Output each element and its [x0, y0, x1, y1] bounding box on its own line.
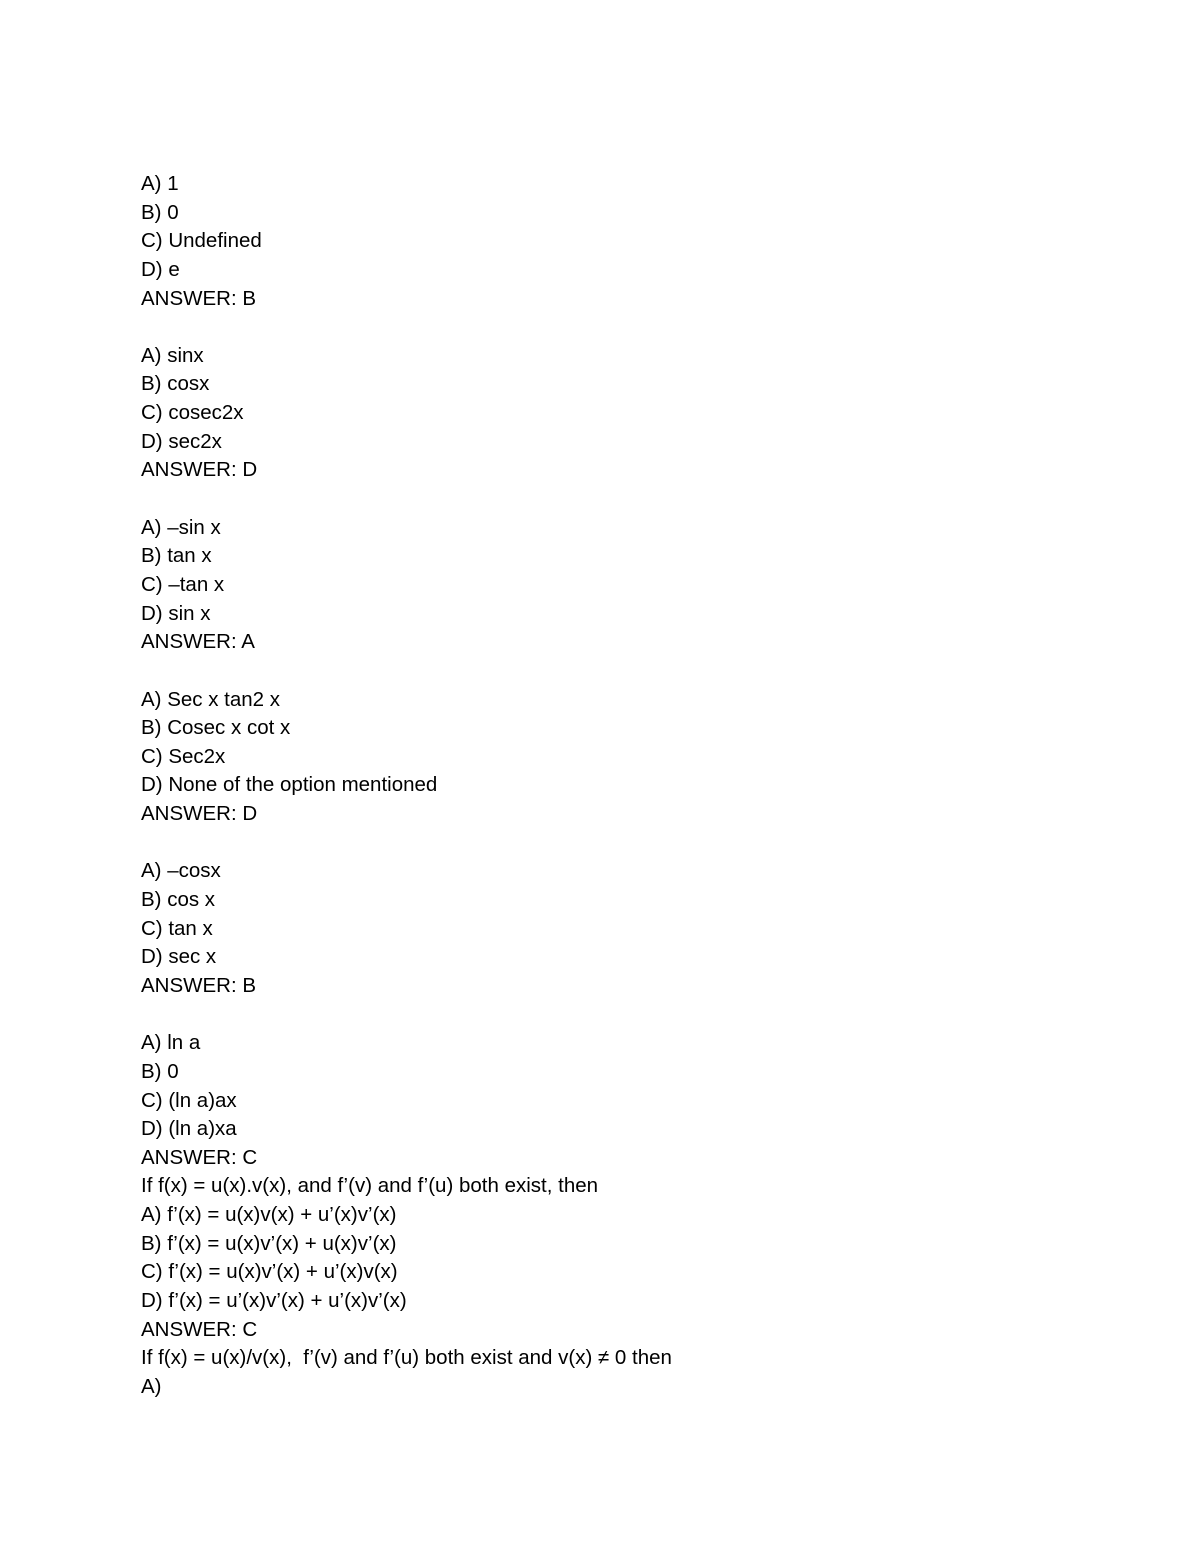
answer-line: ANSWER: D — [141, 458, 258, 482]
question-block — [141, 686, 1121, 829]
blank-line — [141, 1001, 1121, 1030]
option-d: D) sin x — [141, 601, 211, 625]
option-c: C) tan x — [141, 916, 213, 940]
option-b: B) f’(x) = u(x)v’(x) + u(x)v’(x) — [141, 1231, 397, 1255]
question-block — [141, 342, 1121, 485]
question-block — [141, 857, 1121, 1000]
option-b: B) cos x — [141, 888, 216, 912]
option-a: A) –sin x — [141, 515, 221, 539]
document-body — [141, 170, 1121, 1402]
option-b: B) tan x — [141, 544, 212, 568]
option-d: D) sec2x — [141, 429, 222, 453]
option-d: D) f’(x) = u’(x)v’(x) + u’(x)v’(x) — [141, 1288, 407, 1312]
option-a: A) — [141, 1374, 162, 1398]
option-a: A) ln a — [141, 1031, 201, 1055]
option-c: C) –tan x — [141, 572, 225, 596]
option-c: C) cosec2x — [141, 401, 244, 425]
option-d: D) (ln a)xa — [141, 1117, 237, 1141]
blank-line — [141, 313, 1121, 342]
question-block — [141, 514, 1121, 657]
option-c: C) f’(x) = u(x)v’(x) + u’(x)v(x) — [141, 1260, 398, 1284]
question-block — [141, 1172, 1121, 1344]
option-c: C) (ln a)ax — [141, 1088, 237, 1112]
option-b: B) cosx — [141, 372, 210, 396]
blank-line — [141, 829, 1121, 858]
option-c: C) Undefined — [141, 229, 262, 253]
option-d: D) None of the option mentioned — [141, 773, 438, 797]
option-d: D) e — [141, 257, 180, 281]
option-a: A) sinx — [141, 343, 204, 367]
option-d: D) sec x — [141, 945, 217, 969]
question-block — [141, 170, 1121, 313]
option-a: A) f’(x) = u(x)v(x) + u’(x)v’(x) — [141, 1203, 397, 1227]
option-c: C) Sec2x — [141, 744, 226, 768]
option-a: A) 1 — [141, 172, 179, 195]
answer-line: ANSWER: B — [141, 973, 257, 997]
question-block — [141, 1344, 1121, 1401]
question-text: If f(x) = u(x).v(x), and f’(v) and f’(u) both exist, then — [141, 1174, 599, 1198]
blank-line — [141, 657, 1121, 686]
question-text: If f(x) = u(x)/v(x), f’(v) and f’(u) both exist and v(x) ≠ 0 then — [141, 1346, 672, 1370]
option-b: B) 0 — [141, 1059, 179, 1083]
answer-line: ANSWER: C — [141, 1317, 258, 1341]
answer-line: ANSWER: C — [141, 1145, 258, 1169]
blank-line — [141, 485, 1121, 514]
option-b: B) Cosec x cot x — [141, 716, 291, 740]
answer-line: ANSWER: A — [141, 630, 255, 654]
answer-line: ANSWER: D — [141, 802, 258, 826]
option-a: A) Sec x tan2 x — [141, 687, 281, 711]
question-block — [141, 1029, 1121, 1172]
option-b: B) 0 — [141, 200, 179, 224]
option-a: A) –cosx — [141, 859, 221, 883]
answer-line: ANSWER: B — [141, 286, 257, 310]
